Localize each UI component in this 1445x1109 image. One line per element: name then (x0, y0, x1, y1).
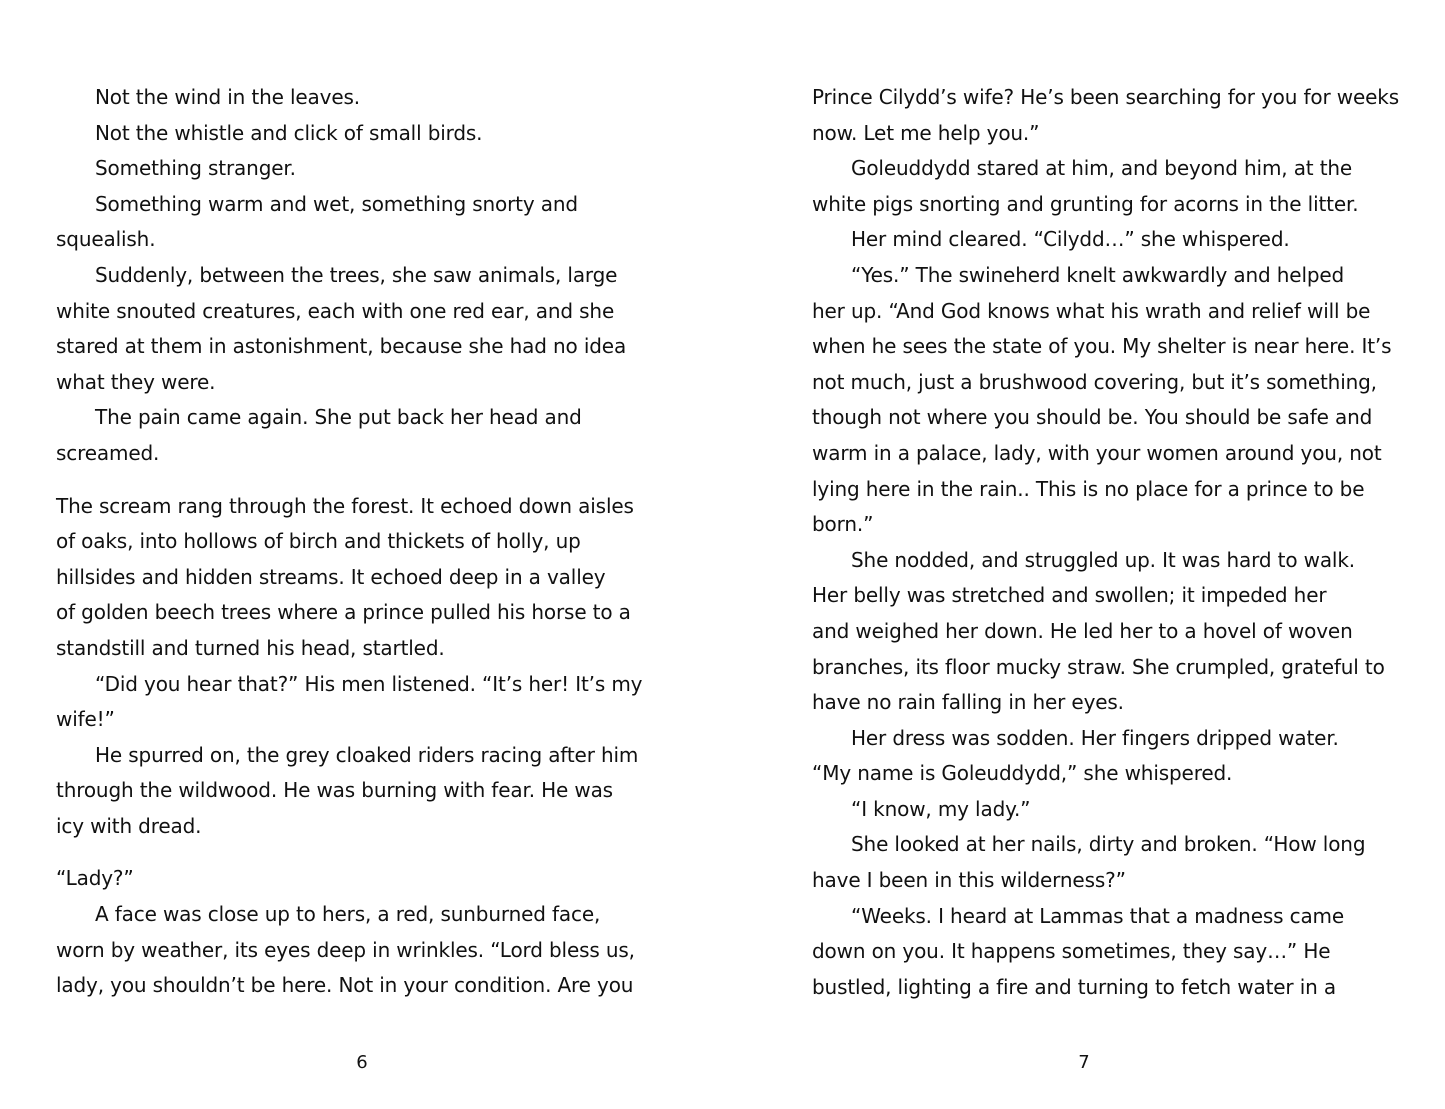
text-line: bustled, lighting a fire and turning to fetch water in a (812, 974, 1336, 999)
text-line: now. Let me help you.” (812, 120, 1040, 145)
text-line: Suddenly, between the trees, she saw animals, large (95, 262, 618, 287)
text-line: The pain came again. She put back her head and (95, 405, 582, 430)
text-line: “Lady?” (56, 866, 134, 891)
text-line: screamed. (56, 440, 160, 465)
text-line: “My name is Goleuddydd,” she whispered. (812, 761, 1233, 786)
text-line: “Did you hear that?” His men listened. “It’s her! It’s my (95, 671, 643, 696)
text-line: not much, just a brushwood covering, but it’s something, (812, 369, 1377, 394)
text-line: standstill and turned his head, startled. (56, 635, 445, 660)
section-break (56, 472, 656, 489)
text-line: warm in a palace, lady, with your women around you, not (812, 440, 1382, 465)
text-line: stared at them in astonishment, because she had no idea (56, 334, 627, 359)
text-line: down on you. It happens sometimes, they say…” He (812, 939, 1331, 964)
text-line: A face was close up to hers, a red, sunburned face, (95, 902, 601, 927)
text-line: lady, you shouldn’t be here. Not in your condition. Are you (56, 973, 634, 998)
text-line: what they were. (56, 369, 216, 394)
text-line: born.” (812, 512, 874, 537)
text-line: Her belly was stretched and swollen; it impeded her (812, 583, 1327, 608)
text-line: icy with dread. (56, 813, 202, 838)
text-line: Her mind cleared. “Cilydd…” she whispered. (851, 227, 1290, 252)
text-line: have no rain falling in her eyes. (812, 690, 1124, 715)
page-number-right: 7 (1078, 1052, 1090, 1073)
text-line: her up. “And God knows what his wrath and relief will be (812, 298, 1371, 323)
text-line: have I been in this wilderness?” (812, 868, 1126, 893)
text-line: lying here in the rain.. This is no place for a prince to be (812, 476, 1365, 501)
text-line: though not where you should be. You should be safe and (812, 405, 1373, 430)
text-line: through the wildwood. He was burning with fear. He was (56, 778, 613, 803)
text-line: She nodded, and struggled up. It was hard to walk. (851, 547, 1355, 572)
text-line: Goleuddydd stared at him, and beyond him, at the (851, 156, 1353, 181)
text-line: Something stranger. (95, 156, 296, 181)
text-line: of oaks, into hollows of birch and thickets of holly, up (56, 529, 581, 554)
text-line: wife!” (56, 707, 115, 732)
text-line: Not the wind in the leaves. (95, 85, 360, 109)
left-page (56, 80, 656, 1004)
text-line: Something warm and wet, something snorty and (95, 191, 578, 216)
text-line: Prince Cilydd’s wife? He’s been searching for you for weeks (812, 85, 1399, 109)
text-line: hillsides and hidden streams. It echoed deep in a valley (56, 564, 606, 589)
right-page (812, 80, 1412, 1005)
section-break (56, 844, 656, 861)
text-line: and weighed her down. He led her to a hovel of woven (812, 618, 1353, 643)
text-line: She looked at her nails, dirty and broken. “How long (851, 832, 1366, 857)
text-line: “Weeks. I heard at Lammas that a madness came (851, 903, 1345, 928)
text-line: The scream rang through the forest. It echoed down aisles (56, 493, 634, 518)
text-line: Not the whistle and click of small birds. (95, 120, 483, 145)
text-line: white pigs snorting and grunting for acorns in the litter. (812, 191, 1359, 216)
text-line: “I know, my lady.” (851, 796, 1031, 821)
text-line: worn by weather, its eyes deep in wrinkles. “Lord bless us, (56, 937, 635, 962)
text-line: squealish. (56, 227, 156, 252)
text-line: He spurred on, the grey cloaked riders racing after him (95, 742, 639, 767)
text-line: branches, its floor mucky straw. She crumpled, grateful to (812, 654, 1385, 679)
text-line: white snouted creatures, each with one red ear, and she (56, 298, 615, 323)
text-line: when he sees the state of you. My shelter is near here. It’s (812, 334, 1392, 359)
text-line: of golden beech trees where a prince pulled his horse to a (56, 600, 631, 625)
text-line: Her dress was sodden. Her fingers dripped water. (851, 725, 1339, 750)
text-line: “Yes.” The swineherd knelt awkwardly and helped (851, 262, 1345, 287)
page-number-left: 6 (356, 1052, 368, 1073)
